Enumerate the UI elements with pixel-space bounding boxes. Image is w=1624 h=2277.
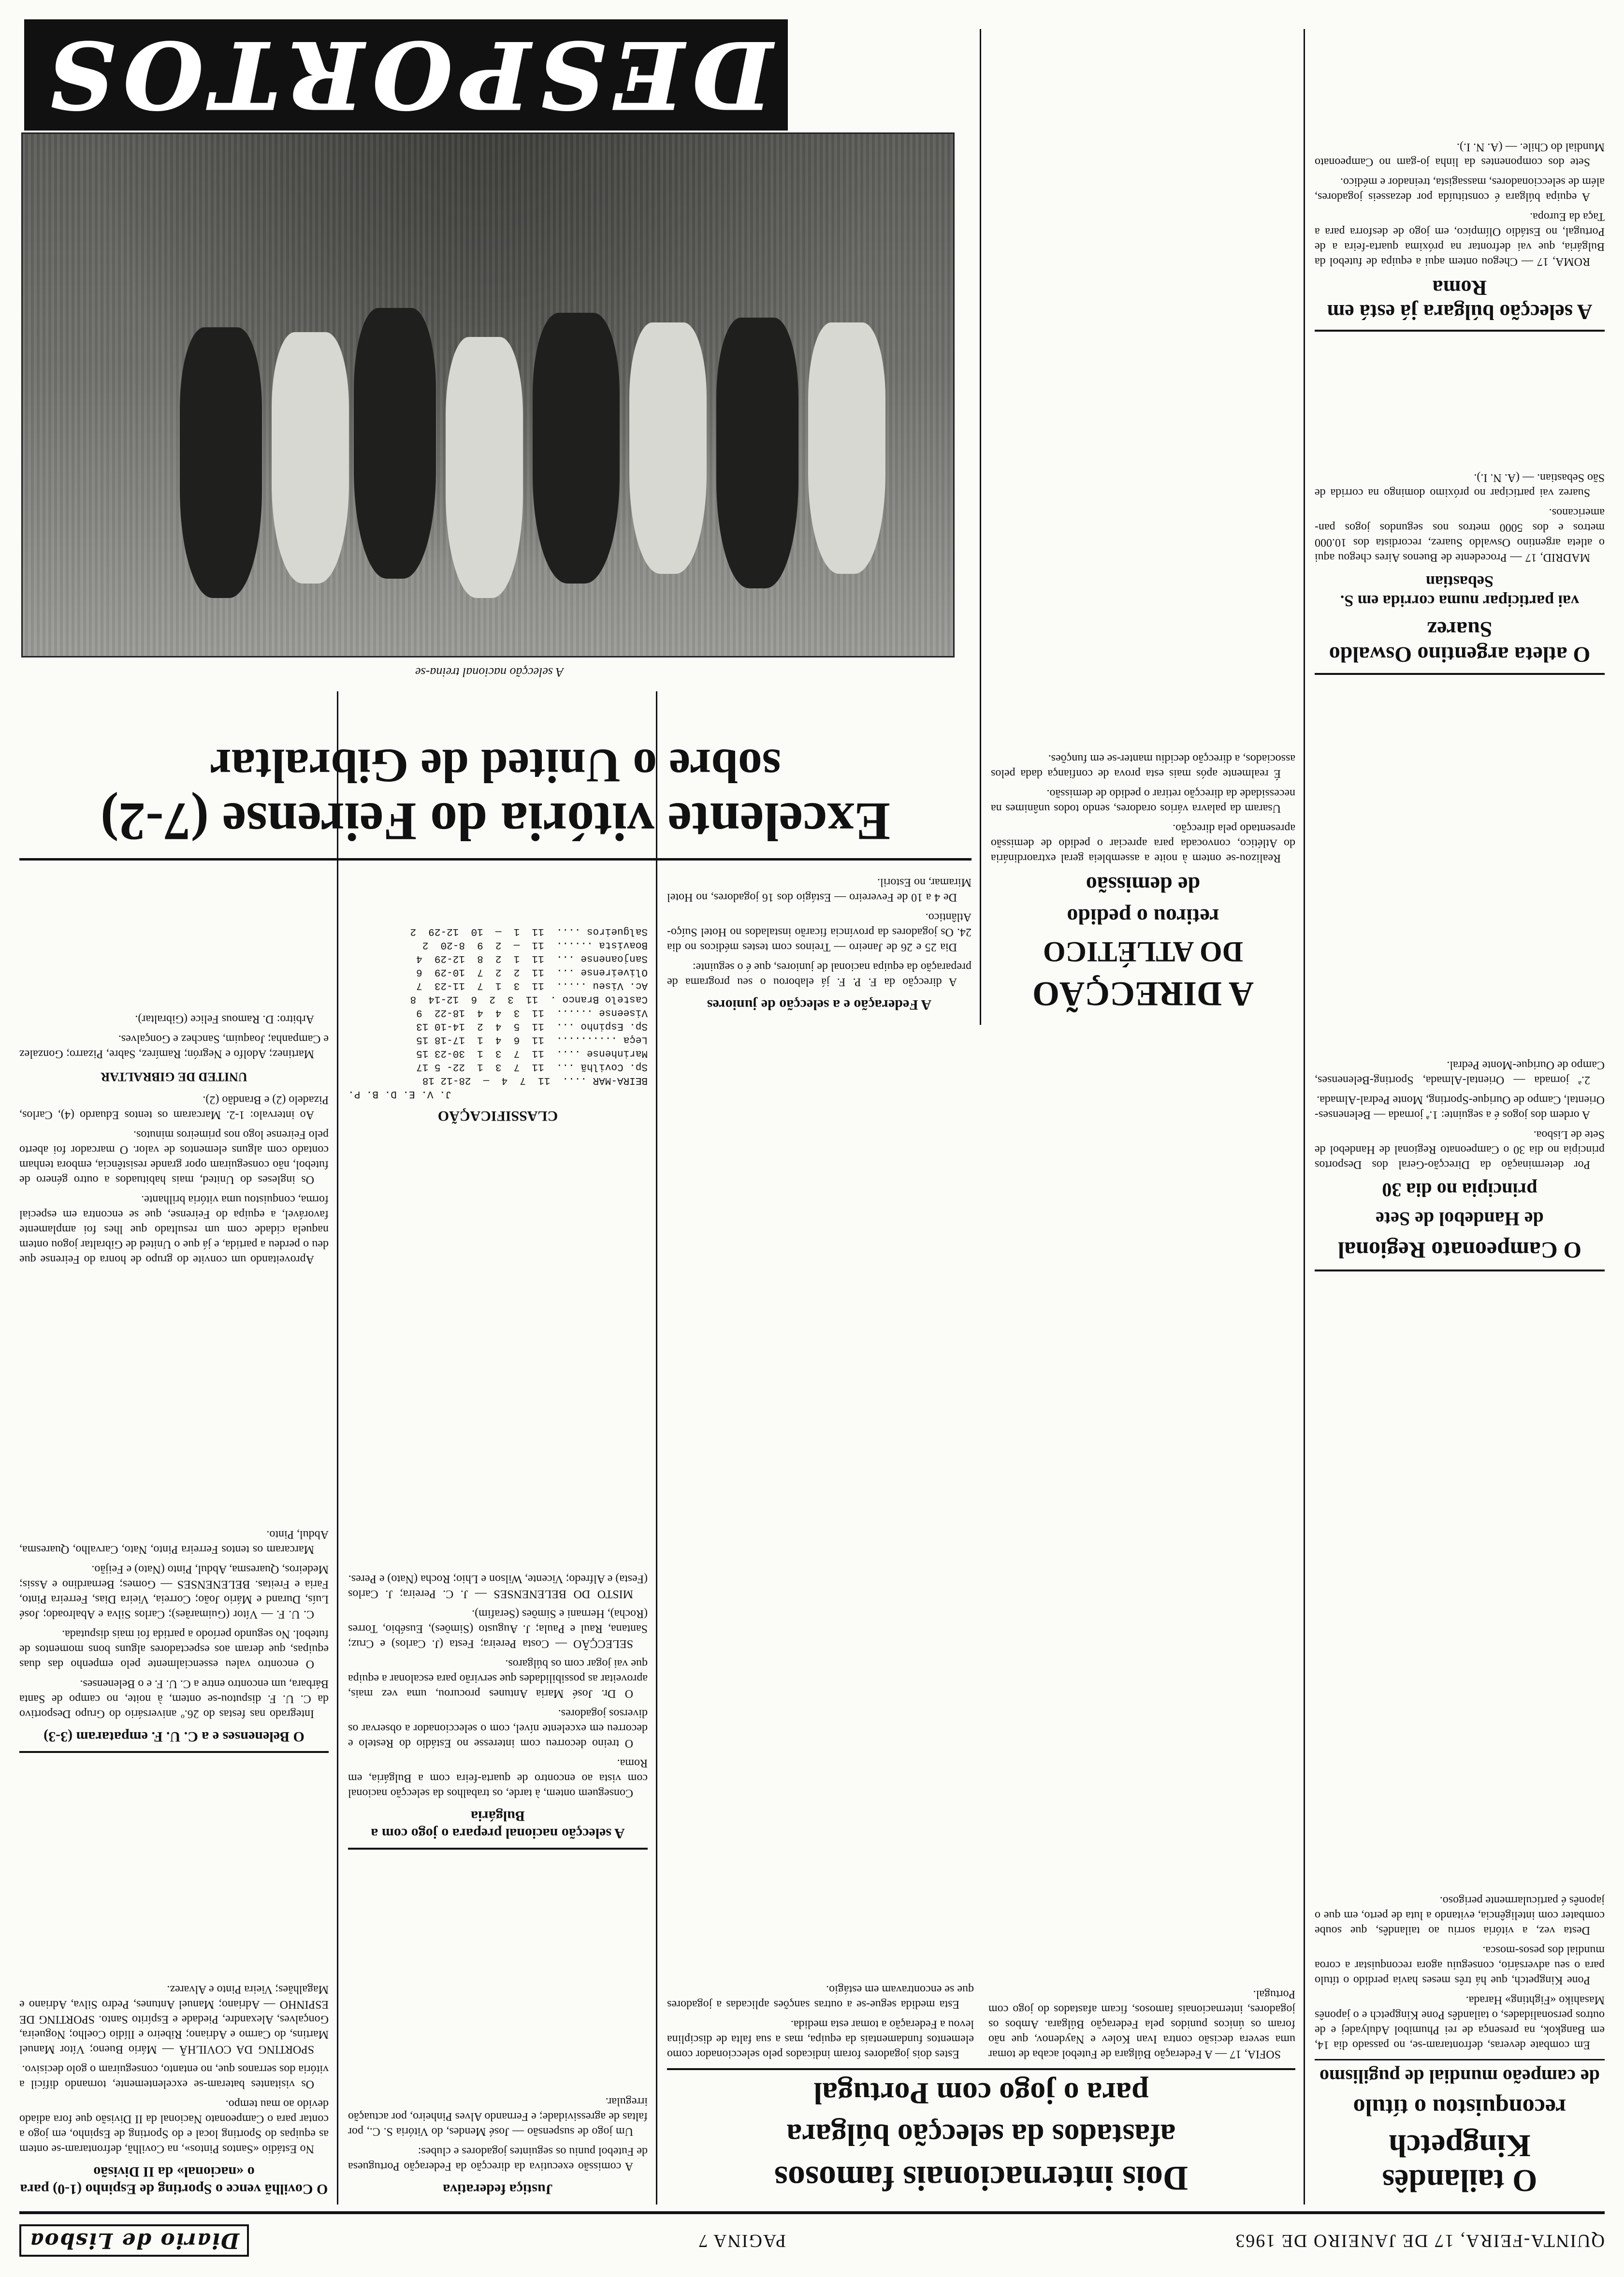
desportos-title: DESPORTOS [40,21,772,129]
roma-paragraph: ROMA, 17 — Chegou ontem aqui a equipa de futebol da Bulgária, que vai defrontar na próxima quarta-feira a de Portugal, no Estádio Olímpico, em jogo de desforra para a Taça da Europa. [1315,210,1605,268]
atletico-paragraph: Realizou-se ontem à noite a assembleia geral extraordinária do Atlético, convocada para apreciar o pedido de demissão apresentado pela direcção. [991,822,1295,864]
kingpetch-headline-3: de campeão mundial de pugilismo [1315,2059,1605,2087]
bulgaria-prep-paragraph: O Dr. José Maria Antunes procurou, uma vez mais, aproveitar as possibilidades que servirão para escalonar a equipa que vai jogar com os búlgaros. [348,1657,648,1700]
andebol-headline-1: O Campeonato Regional [1338,1237,1581,1263]
story-feirense-body [19,870,329,1267]
feirense-lineup: Martinez; Adolfo e Negrón; Ramírez, Sabre, Pizarro; Gonzalez e Campanha; Joaquim, Sanchez e Gonçalves. [19,1033,329,1060]
suarez-paragraph: Suarez vai participar no próximo domingo na corrida de São Sebastian. — (A. N. I.). [1315,471,1605,499]
classification-row: Salgueiros .... 11 1 — 10 12-29 2 [410,926,648,937]
story-covilha [19,1769,329,2204]
atletico-headline-1: A DIRECÇÃO [1032,975,1254,1013]
atletico-paragraph: Usaram da palavra vários oradores, sendo todos unânimes na necessidade da direcção retirar o pedido de demissão. [991,787,1295,815]
classification-title: CLASSIFICAÇÃO [437,1108,558,1124]
bulgaria-prep-lineups-2: MISTO DO BELENENSES — J. C. Pereira; J. Carlos (Festa) e Alfredo; Vicente, Wilson e Lhio; Rocha (Nato) e Peres. [348,1573,648,1600]
feirense-paragraph: Os ingleses do United, mais habituados a outro género de futebol, não conseguiram opor grande resistência, embora tenham contado com alguns elementos de valor. O marcador foi aberto pelo Feirense logo nos primeiros minutos. [19,1128,329,1186]
feirense-headline-1: Excelente vitória do Feirense (7-2) [19,792,972,861]
classification-row: Leça .......... 11 6 4 1 17-18 15 [416,1034,648,1045]
atletico-headline-4: de demissão [1086,873,1201,897]
classification-row: Sanjoanense ... 11 1 2 8 12-29 4 [416,953,648,964]
suarez-headline: O atleta argentino Oswaldo Suarez [1315,617,1605,675]
bulgaros-headline-3: para o jogo com Portugal [667,2068,1295,2111]
andebol-paragraph: Por determinação da Direcção-Geral dos Desportos principia no dia 30 o Campeonato Regional de Handebol de Sete de Lisboa. [1315,1128,1605,1171]
desportos-banner [24,19,788,131]
feirense-lineup-title: UNITED DE GIBRALTAR [101,1070,247,1084]
juniores-paragraph: De 4 a 10 de Fevereiro — Estágio dos 16 jogadores, no Hotel Miramar, no Estoril. [667,876,972,904]
story-bulgaros [667,1035,1295,2204]
covilha-paragraph: Os visitantes bateram-se excelentemente, tornando difícil a vitória dos serranos que, no entanto, conseguiram o golo decisivo. [19,2063,329,2090]
beleneses-headline: O Belenenses e a C. U. F. empataram (3-3) [19,1728,329,1753]
classification-row: Oliveirense ... 11 2 2 7 10-29 6 [416,966,648,978]
kingpetch-paragraph: Em combate deveras, defrontaram-se, no passado dia 14, em Bangkok, na presença de rei Phumibol Adulyadej e de outros personalidades, o tailandês Pone Kingpetch e o japonês Masahiko «Fighting» Harada. [1315,1994,1605,2051]
andebol-headline-3: principia no dia 30 [1382,1179,1537,1201]
newspaper-name: Diario de Lisboa [19,2225,249,2257]
classification-row: Sp. Covilhã ... 11 7 3 1 22- 5 17 [416,1061,648,1072]
bulgaros-headline-1: Dois internacionais famosos [774,2159,1189,2198]
juniores-headline: A Federação e a selecção de juniores [707,997,932,1013]
justica-headline: Justiça federativa [443,2181,553,2197]
masthead-date: QUINTA-FEIRA, 17 DE JANEIRO DE 1963 [1234,2231,1605,2251]
beleneses-lineups: C. U. F. — Vítor (Guimarães); Carlos Silva e Abalroado; José Luís, Durand e Mário João; Correia, Vieira Dias, Ferreira Pinto, Faria e Freitas. BELENENSES — Gomes; Bernardino e Assis; Medeiros, Quaresma, Abdul, Pinto (Nato) e Feijão. [19,1563,329,1620]
bulgaria-prep-lineups: SELECÇÃO — Costa Pereira; Festa (J. Carlos) e Cruz; Santana, Raul e Paula; J. Augusto (Simões), Eusébio, Torres (Rocha), Hernani e Simões (Serafim). [348,1607,648,1650]
feirense-headline-2: sobre o United de Gibraltar [210,739,781,793]
beleneses-result: Marcaram os tentos Ferreira Pinto, Nato, Carvalho, Quaresma, Abdul, Pinto. [19,1528,329,1556]
justica-paragraph: Um jogo de suspensão — José Mendes, do Vitória S. C., por faltas de agressividade; e Fernando Alves Pinheiro, por actuação irregular. [348,2095,648,2138]
covilha-headline: O Covilhã vence o Sporting de Espinho (1-0) para o «nacional» da II Divisão [20,2164,328,2197]
bulgaros-paragraph: Esta medida segue-se a outras sanções aplicadas a jogadores que se encontravam em estágio. [667,1983,974,2011]
roma-paragraph: Sete dos componentes da linha jo-gam no Campeonato Mundial do Chile. — (A. N. I.). [1315,141,1605,168]
covilha-paragraph: No Estádio «Santos Pintos», na Covilhã, defrontaram-se ontem as equipas do Sporting local e do Sporting de Espinho, em jogo a contar para o Campeonato Nacional da II Divisão que fora adiado devido ao mau tempo. [19,2098,329,2155]
feirense-paragraph: Ao intervalo: 1-2. Marcaram os tentos Eduardo (4), Carlos, Pizadelo (2) e Brandão (2). [19,1094,329,1121]
classification-row: Marinhense .... 11 7 3 1 30-23 15 [416,1048,648,1059]
feirense-headline [19,686,972,861]
bulgaria-prep-paragraph: O treino decorreu com interesse no Estádio do Restelo e decorreu em excelente nível, com o seleccionador a observar os diversos jogadores. [348,1707,648,1750]
story-kingpetch [1315,1286,1605,2204]
classification-row: Sp. Espinho ... 11 5 4 2 14-10 13 [416,1021,648,1032]
justica-paragraph: A comissão executiva da direcção da Federação Portuguesa de Futebol puniu os seguintes jogadores e clubes: [348,2145,648,2173]
bulgaria-prep-headline: A selecção nacional prepara o jogo com a Bulgária [348,1807,648,1850]
bulgaros-paragraph: Estes dois jogadores foram indicados pelo seleccionador como elementos fundamentais da equipa, mas a sua falta de disciplina levou a Federação a tomar esta medida. [667,2018,974,2060]
classification-row: Boavista ...... 11 — 2 9 8-20 2 [422,939,648,950]
story-justica [348,1866,648,2204]
feirense-paragraph: Aproveitando um convite do grupo de honra do Feirense que deu o perdeu a partida, e já que o United de Gibraltar jogou ontem naquela cidade com um resultado que lhes foi amplamente favorável, a equipa do Feirense, que se encontra em especial forma, conquistou uma vitória brilhante. [19,1193,329,1266]
roma-paragraph: A equipa búlgara é constituída por dezasseis jogadores, além de seleccionadores, massagista, treinador e médico. [1315,175,1605,203]
classification-row: Viseense ...... 11 3 4 4 18-22 9 [416,1007,648,1018]
kingpetch-paragraph: Pone Kingpetch, que há três meses havia perdido o título para o seu adversário, conseguiu agora reconquistar a coroa mundial dos pesos-mosca. [1315,1944,1605,1986]
feirense-referee: Arbitro: D. Ramous Felice (Gibraltar). [135,1013,314,1025]
juniores-paragraph: A direcção da F. P. F. já elaborou o seu programa de preparação da equipa nacional de juniores, que é o seguinte: [667,961,972,988]
andebol-headline-2: de Handebol de Sete [1376,1208,1544,1230]
atletico-paragraph: É realmente após mais esta prova de confiança dada pelos associados, a direcção decidiu manter-se em funções. [991,752,1295,780]
classification-rows [348,924,648,1087]
andebol-paragraph: 2.ª jornada — Oriental-Almada, Sporting-Belenenses, Campo de Ourique-Monte Pedral. [1315,1059,1605,1086]
photo-caption: A selecção nacional treina-se [415,665,564,679]
bulgaria-prep-paragraph: Conseguem ontem, à tarde, os trabalhos da selecção nacional com vista ao encontro de quarta-feira com a Bulgária, em Roma. [348,1757,648,1799]
masthead-page: PAGINA 7 [697,2231,786,2251]
atletico-headline-2: DO ATLÉTICO [1043,936,1243,968]
beleneses-paragraph: Integrado nas festas do 26.º aniversário do Grupo Desportivo da C. U. F. disputou-se ontem, à noite, no campo de Santa Bárbara, um encontro entre a C. U. F. e o Belenenses. [19,1678,329,1720]
bulgaros-headline-2: afastados da selecção búlgara [786,2118,1176,2152]
classification-row: Castelo Branco . 11 3 2 6 12-14 8 [410,993,648,1005]
juniores-paragraph: Dia 25 e 26 de Janeiro — Treinos com testes médicos no dia 24. Os jogadores da província ficarão instalados no Hotel Suíço-Atlântico. [667,911,972,953]
suarez-paragraph: MADRID, 17 — Procedente de Buenos Aires chegou aqui o atleta argentino Oswaldo Suarez, recordista dos 10.000 metros e dos 5000 metros nos segundos jogos pan-americanos. [1315,506,1605,564]
atletico-headline-3: retirou o pedido [1067,905,1219,929]
andebol-paragraph: A ordem dos jogos é a seguinte: 1.ª jornada — Belenenses-Oriental, Campo de Ourique-Sporting, Monte Pedral-Almada. [1315,1094,1605,1121]
suarez-subheadline: vai participar numa corrida em S. Sebastian [1340,572,1580,610]
covilha-lineups: SPORTING DA COVILHÃ — Mário Bueno; Vítor Manuel Martins, do Carmo e Adriano; Ribeiro e Ilídio Coelho; Nogueira, Gonçalves, Alexandre, Piedade e Espírito Santo. SPORTING DE ESPINHO — Adriano; Manuel Antunes, Pedro Silva, Adriano e Magalhães; Vieira Pinto e Alvarez. [19,1983,329,2056]
kingpetch-headline-1: O tailandês Kingpetch [1382,2128,1537,2198]
classification-header: J. V. E. D. B. P. [348,1088,452,1099]
team-training-photo [21,132,955,657]
masthead [19,2211,1605,2267]
beleneses-paragraph: O encontro valeu essencialmente pelo empenho das duas equipas, que deram aos espectadores alguns bons momentos de futebol. No segundo período a partida foi mais disputada. [19,1628,329,1670]
classification-row: Ac. Viseu ..... 11 3 1 7 11-23 7 [416,980,648,991]
story-atletico [991,29,1295,1020]
story-andebol [1315,691,1605,1271]
kingpetch-paragraph: Desta vez, a vitória sorriu ao tailandês, que soube combater com inteligência, evitando a luta de perto, em que o japonês é particularmente perigoso. [1315,1894,1605,1937]
classification-row: BEIRA-MAR .... 11 7 4 — 28-12 18 [422,1075,648,1086]
kingpetch-headline-2: reconquistou o título [1353,2094,1566,2121]
story-beleneses [19,1276,329,1760]
bulgaros-paragraph: SOFIA, 17 — A Federação Búlgara de Futebol acaba de tomar uma severa decisão contra Ivan Kolev e Naydenov, que não foram os únicos punidos pela Federação Búlgara. Ambos os jogadores, internacionais famosos, ficam afastados do jogo com Portugal. [988,1988,1295,2060]
story-suarez [1315,343,1605,682]
story-roma [1315,29,1605,338]
story-bulgaria-prep [348,1141,648,1856]
roma-headline: A selecção búlgara já está em Roma [1315,276,1605,332]
